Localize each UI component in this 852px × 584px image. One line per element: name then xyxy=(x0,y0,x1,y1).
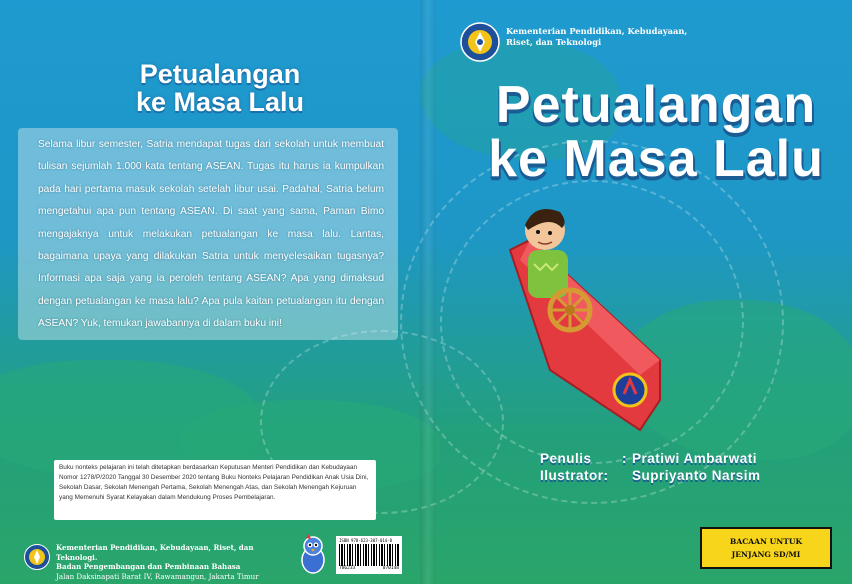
barcode-bars xyxy=(339,544,399,566)
barcode-right-digits: 070148 xyxy=(382,566,399,571)
book-spine xyxy=(420,0,436,584)
barcode-digits xyxy=(339,566,399,571)
tut-wuri-handayani-logo xyxy=(460,22,500,62)
level-line1: BACAAN UNTUK xyxy=(729,537,803,546)
boy-in-boat-illustration xyxy=(490,200,690,450)
illustrator-name: Supriyanto Narsim xyxy=(632,468,761,483)
publisher-address: Jalan Daksinapati Barat IV, Rawamangun, Jakarta Timur xyxy=(56,571,259,581)
back-cover-title xyxy=(90,60,350,116)
level-line2: JENJANG SD/MI xyxy=(731,550,801,559)
back-title-line1: Petualangan xyxy=(139,59,301,89)
illustrator-row xyxy=(540,467,840,484)
front-title-line1: Petualangan xyxy=(495,76,817,134)
legal-notice: Buku nonteks pelajaran ini telah ditetapkan berdasarkan Keputusan Menteri Pendidikan dan Kebudayaan Nomor 1278/P/2020 Tanggal 30 Desember 2020 tentang Buku Nonteks Pelajaran Pendidikan Anak Usia Dini, Sekolah Dasar, Sekolah Menengah Pertama, Sekolah Menengah Atas, dan Sekolah Menengah Kejuruan yang Memenuhi Syarat Kelayakan dalam Mendukung Proses Pembelajaran. xyxy=(54,460,376,520)
back-title-line2: ke Masa Lalu xyxy=(135,87,305,117)
reading-level-badge xyxy=(700,527,832,569)
synopsis-box xyxy=(18,128,398,340)
publisher-ministry: Kementerian Pendidikan, Kebudayaan, Riset, dan Teknologi. xyxy=(56,543,254,562)
book-credits xyxy=(540,450,840,484)
barcode-left-digits: 786233 xyxy=(339,566,356,571)
isbn-number: ISBN 978-623-307-014-8 xyxy=(339,538,392,543)
ministry-name xyxy=(506,26,726,48)
publisher-agency: Badan Pengembangan dan Pembinaan Bahasa xyxy=(56,562,241,571)
author-separator: : xyxy=(622,451,627,466)
ministry-line1: Kementerian Pendidikan, Kebudayaan, xyxy=(506,26,688,36)
bird-mascot xyxy=(296,532,330,576)
illustrator-label: Ilustrator: xyxy=(540,468,609,483)
front-cover-title xyxy=(474,78,838,186)
tut-wuri-handayani-logo xyxy=(24,544,50,570)
author-row xyxy=(540,450,840,467)
isbn-barcode xyxy=(336,536,402,574)
ministry-line2: Riset, dan Teknologi xyxy=(506,37,602,47)
publisher-info xyxy=(56,543,296,581)
front-title-line2: ke Masa Lalu xyxy=(488,130,824,188)
author-name: Pratiwi Ambarwati xyxy=(632,451,758,466)
synopsis-text: Selama libur semester, Satria mendapat tugas dari sekolah untuk membuat tulisan sejumlah 1.000 kata tentang ASEAN. Tugas itu harus ia kumpulkan pada hari pertama masuk sekolah setelah libur usai. Padahal, Satria belum mengetahui apa pun tentang ASEAN. Di saat yang sama, Paman Bimo mengajaknya untuk melakukan petualangan ke masa lalu. Lantas, bagaimana upaya yang dilakukan Satria untuk menyelesaikan tugasnya? Informasi apa saja yang ia peroleh tentang ASEAN? Apa yang dimaksud dengan petualangan ke masa lalu? Apa pula kaitan petualangan itu dengan ASEAN? Yuk, temukan jawabannya di dalam buku ini! xyxy=(38,139,384,330)
author-label: Penulis xyxy=(540,451,592,466)
